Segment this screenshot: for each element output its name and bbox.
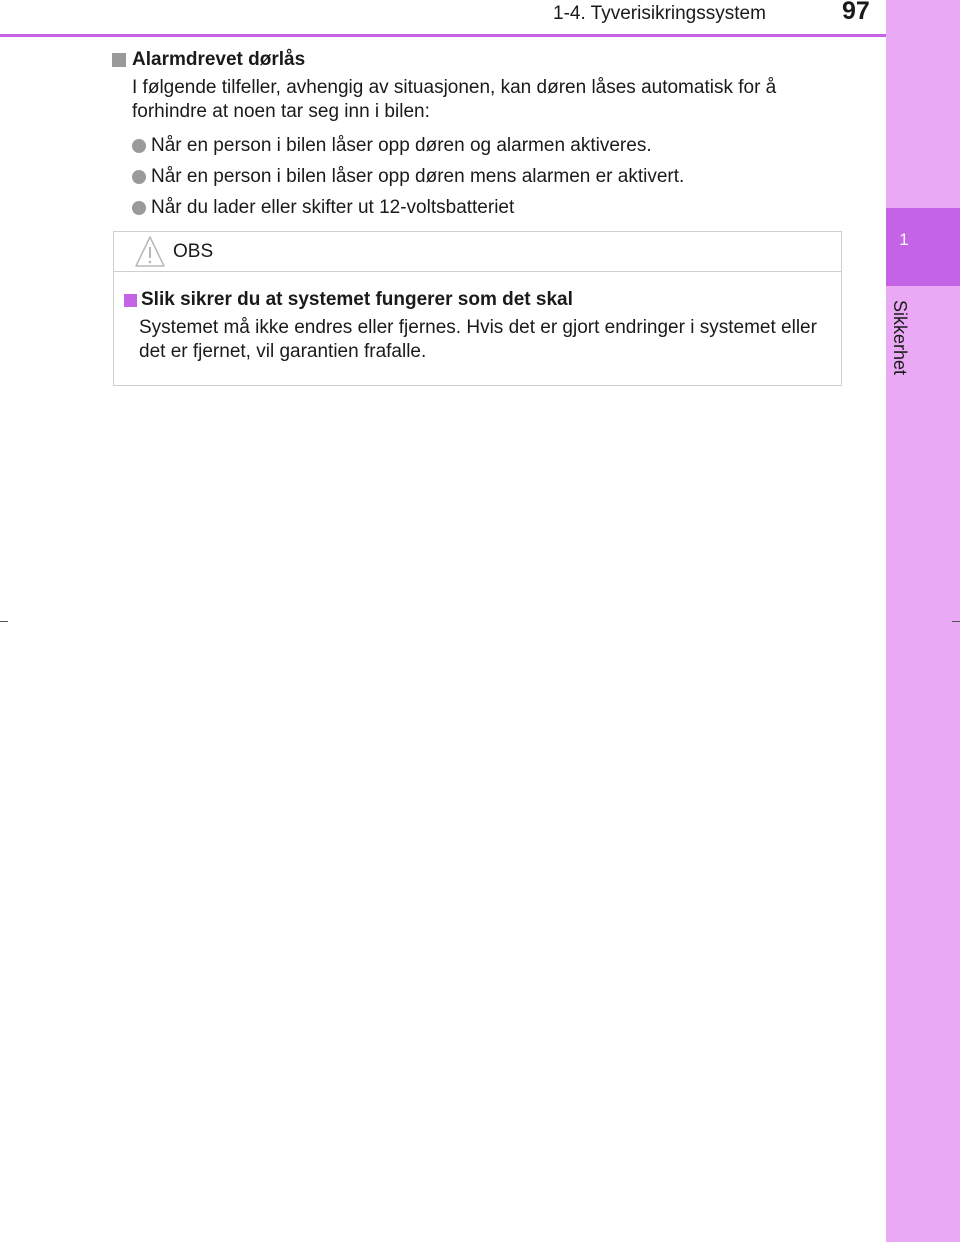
content-section (112, 49, 852, 223)
circle-bullet-icon (132, 201, 146, 215)
notice-text: Systemet må ikke endres eller fjernes. Hvis det er gjort endringer i systemet eller det er fjernet, vil garantien frafalle. (139, 317, 817, 362)
page-number: 97 (842, 0, 870, 25)
header-rule (0, 34, 886, 37)
notice-body (114, 272, 841, 364)
section-heading (112, 49, 852, 71)
side-tab (886, 0, 960, 1242)
section-header-title: 1-4. Tyverisikringssystem (553, 3, 766, 24)
list-item-text: Når en person i bilen låser opp døren og alarmen aktiveres. (151, 134, 652, 156)
bullet-list (112, 130, 852, 223)
circle-bullet-icon (132, 139, 146, 153)
notice-box (113, 231, 842, 386)
notice-subheading-text: Slik sikrer du at systemet fungerer som det skal (141, 289, 573, 310)
warning-triangle-icon (134, 235, 166, 268)
list-item-text: Når du lader eller skifter ut 12-voltsbatteriet (151, 196, 515, 218)
list-item-text: Når en person i bilen låser opp døren mens alarmen er aktivert. (151, 165, 685, 187)
square-bullet-icon (112, 53, 126, 67)
chapter-label: Sikkerhet (890, 300, 910, 376)
list-item (132, 161, 852, 192)
crop-mark-right (952, 621, 960, 622)
list-item (132, 192, 852, 223)
notice-header (114, 232, 841, 272)
list-item (132, 130, 852, 161)
crop-mark-left (0, 621, 8, 622)
circle-bullet-icon (132, 170, 146, 184)
square-bullet-icon (124, 294, 137, 307)
section-heading-text: Alarmdrevet dørlås (132, 49, 306, 70)
section-intro: I følgende tilfeller, avhengig av situasjonen, kan døren låses automatisk for å forhindre at noen tar seg inn i bilen: (132, 77, 777, 122)
notice-label: OBS (173, 241, 214, 262)
chapter-number: 1 (899, 230, 909, 249)
notice-subheading (124, 289, 831, 311)
